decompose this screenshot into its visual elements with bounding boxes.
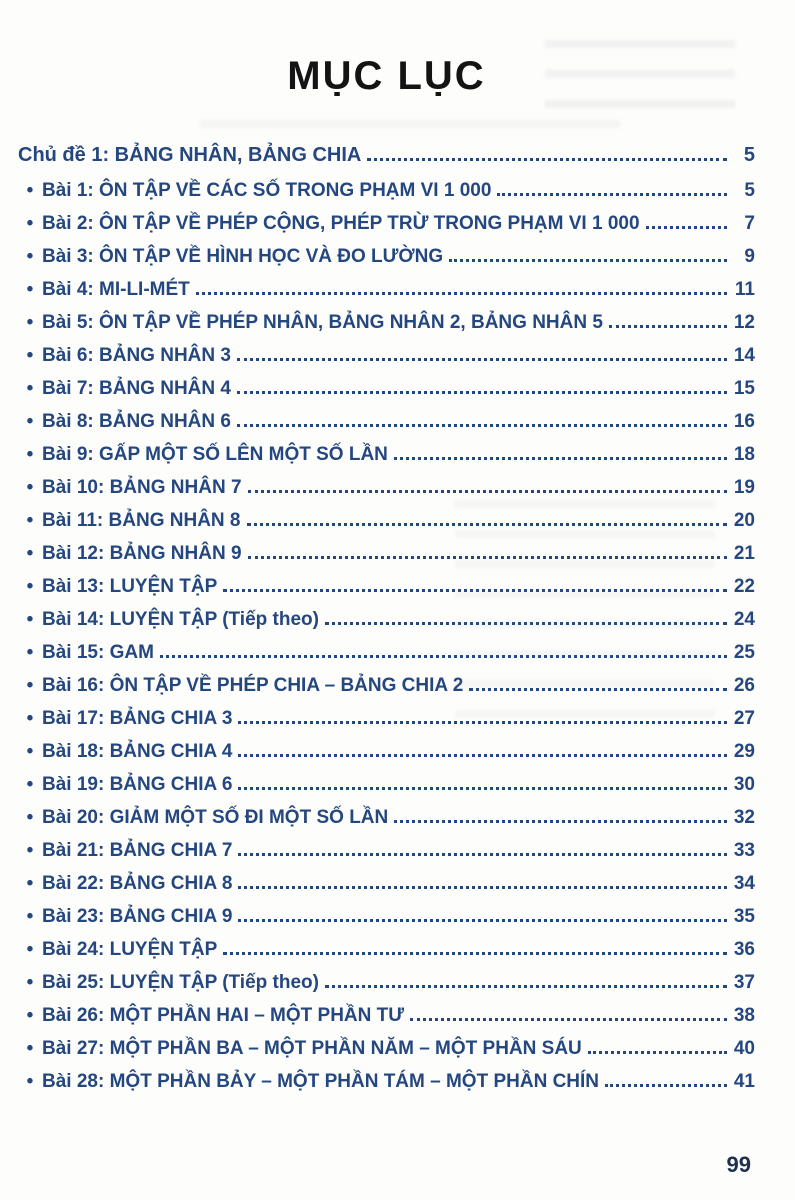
bullet-icon: • <box>26 774 34 795</box>
toc-entry <box>18 240 755 273</box>
entry-label: Bài 22: BẢNG CHIA 8 <box>42 873 233 894</box>
dot-leader <box>588 1051 727 1054</box>
toc-entry <box>18 933 755 966</box>
footer-page-number: 99 <box>726 1152 751 1177</box>
toc-entry <box>18 339 755 372</box>
entry-label: Bài 2: ÔN TẬP VỀ PHÉP CỘNG, PHÉP TRỪ TRONG PHẠM VI 1 000 <box>42 213 640 234</box>
toc-entry <box>18 603 755 636</box>
bullet-icon: • <box>26 312 34 333</box>
toc-entry <box>18 834 755 867</box>
entry-page-number: 35 <box>733 906 755 927</box>
bullet-icon: • <box>26 741 34 762</box>
dot-leader <box>237 391 727 394</box>
entry-page-number: 18 <box>733 444 755 465</box>
toc-entry <box>18 471 755 504</box>
dot-leader <box>497 193 727 196</box>
dot-leader <box>325 985 727 988</box>
toc-entry <box>18 768 755 801</box>
bullet-icon: • <box>26 345 34 366</box>
entry-page-number: 12 <box>733 312 755 333</box>
toc-entry <box>18 801 755 834</box>
toc-entry <box>18 735 755 768</box>
entry-page-number: 38 <box>733 1005 755 1026</box>
bullet-icon: • <box>26 939 34 960</box>
dot-leader <box>609 325 727 328</box>
entry-label: Bài 20: GIẢM MỘT SỐ ĐI MỘT SỐ LẦN <box>42 807 389 828</box>
entry-label: Bài 8: BẢNG NHÂN 6 <box>42 411 231 432</box>
bullet-icon: • <box>26 1038 34 1059</box>
entry-label: Bài 24: LUYỆN TẬP <box>42 939 218 960</box>
entry-page-number: 32 <box>733 807 755 828</box>
entry-label: Bài 23: BẢNG CHIA 9 <box>42 906 233 927</box>
entry-page-number: 37 <box>733 972 755 993</box>
entry-page-number: 40 <box>733 1038 755 1059</box>
bullet-icon: • <box>26 213 34 234</box>
dot-leader <box>238 886 727 889</box>
toc-entry <box>18 405 755 438</box>
toc-entry <box>18 900 755 933</box>
entry-page-number: 11 <box>734 279 755 300</box>
dot-leader <box>238 853 727 856</box>
entry-label: Bài 7: BẢNG NHÂN 4 <box>42 378 231 399</box>
toc-entry <box>18 273 755 306</box>
entry-page-number: 5 <box>744 180 755 201</box>
bullet-icon: • <box>26 279 34 300</box>
entry-label: Bài 27: MỘT PHẦN BA – MỘT PHẦN NĂM – MỘT PHẦN SÁU <box>42 1038 582 1059</box>
entry-page-number: 29 <box>733 741 755 762</box>
toc-entry <box>18 636 755 669</box>
dot-leader <box>646 226 727 229</box>
chapter-label: Chủ đề 1: BẢNG NHÂN, BẢNG CHIA <box>18 144 362 166</box>
bullet-icon: • <box>26 411 34 432</box>
entry-label: Bài 25: LUYỆN TẬP (Tiếp theo) <box>42 972 319 993</box>
toc-entry <box>18 570 755 603</box>
dot-leader <box>410 1018 727 1021</box>
entry-label: Bài 11: BẢNG NHÂN 8 <box>42 510 241 531</box>
entry-page-number: 9 <box>744 246 755 267</box>
dot-leader <box>247 523 728 526</box>
entry-page-number: 41 <box>733 1071 755 1092</box>
entry-page-number: 25 <box>733 642 755 663</box>
bullet-icon: • <box>26 1005 34 1026</box>
dot-leader <box>223 589 727 592</box>
toc-entry <box>18 1065 755 1098</box>
entry-page-number: 26 <box>733 675 755 696</box>
chapter-page-number: 5 <box>743 144 755 166</box>
entry-label: Bài 1: ÔN TẬP VỀ CÁC SỐ TRONG PHẠM VI 1 000 <box>42 180 492 201</box>
dot-leader <box>449 259 727 262</box>
bullet-icon: • <box>26 609 34 630</box>
entry-label: Bài 28: MỘT PHẦN BẢY – MỘT PHẦN TÁM – MỘT PHẦN CHÍN <box>42 1071 600 1092</box>
entry-page-number: 24 <box>733 609 755 630</box>
toc-entry <box>18 174 755 207</box>
entry-page-number: 30 <box>733 774 755 795</box>
bullet-icon: • <box>26 378 34 399</box>
entry-page-number: 34 <box>733 873 755 894</box>
toc-entry <box>18 207 755 240</box>
bullet-icon: • <box>26 477 34 498</box>
dot-leader <box>238 721 727 724</box>
bullet-icon: • <box>26 180 34 201</box>
entry-label: Bài 18: BẢNG CHIA 4 <box>42 741 233 762</box>
entry-label: Bài 16: ÔN TẬP VỀ PHÉP CHIA – BẢNG CHIA 2 <box>42 675 464 696</box>
entry-label: Bài 4: MI-LI-MÉT <box>42 279 190 300</box>
dot-leader <box>238 787 727 790</box>
dot-leader <box>238 919 727 922</box>
dot-leader <box>196 292 727 295</box>
entry-page-number: 21 <box>733 543 755 564</box>
dot-leader <box>238 754 727 757</box>
dot-leader <box>237 358 727 361</box>
entry-label: Bài 21: BẢNG CHIA 7 <box>42 840 233 861</box>
entry-page-number: 22 <box>733 576 755 597</box>
chapter-row <box>18 139 755 172</box>
toc-entry <box>18 438 755 471</box>
dot-leader <box>248 490 727 493</box>
bullet-icon: • <box>26 972 34 993</box>
entry-label: Bài 17: BẢNG CHIA 3 <box>42 708 233 729</box>
entry-label: Bài 14: LUYỆN TẬP (Tiếp theo) <box>42 609 319 630</box>
dot-leader <box>394 457 727 460</box>
entry-page-number: 36 <box>733 939 755 960</box>
toc-entry <box>18 1032 755 1065</box>
toc-entry <box>18 867 755 900</box>
entry-label: Bài 12: BẢNG NHÂN 9 <box>42 543 242 564</box>
dot-leader <box>325 622 727 625</box>
page-title: MỤC LỤC <box>287 54 486 98</box>
dot-leader <box>367 158 727 161</box>
toc-entry <box>18 372 755 405</box>
dot-leader <box>394 820 727 823</box>
toc-entry <box>18 702 755 735</box>
entry-label: Bài 5: ÔN TẬP VỀ PHÉP NHÂN, BẢNG NHÂN 2, BẢNG NHÂN 5 <box>42 312 603 333</box>
entry-label: Bài 3: ÔN TẬP VỀ HÌNH HỌC VÀ ĐO LƯỜNG <box>42 246 444 267</box>
entry-page-number: 20 <box>733 510 755 531</box>
entry-page-number: 16 <box>733 411 755 432</box>
toc-entry <box>18 306 755 339</box>
dot-leader <box>469 688 727 691</box>
toc-list <box>18 174 755 1098</box>
entry-label: Bài 13: LUYỆN TẬP <box>42 576 218 597</box>
entry-page-number: 14 <box>733 345 755 366</box>
bullet-icon: • <box>26 873 34 894</box>
bullet-icon: • <box>26 1071 34 1092</box>
entry-label: Bài 10: BẢNG NHÂN 7 <box>42 477 242 498</box>
toc-entry <box>18 537 755 570</box>
bullet-icon: • <box>26 246 34 267</box>
dot-leader <box>160 655 727 658</box>
toc-entry <box>18 999 755 1032</box>
bullet-icon: • <box>26 510 34 531</box>
toc-entry <box>18 966 755 999</box>
entry-page-number: 27 <box>733 708 755 729</box>
entry-page-number: 33 <box>733 840 755 861</box>
bullet-icon: • <box>26 543 34 564</box>
toc-entry <box>18 669 755 702</box>
entry-label: Bài 15: GAM <box>42 642 154 663</box>
dot-leader <box>605 1084 727 1087</box>
bullet-icon: • <box>26 840 34 861</box>
bullet-icon: • <box>26 642 34 663</box>
bullet-icon: • <box>26 708 34 729</box>
bullet-icon: • <box>26 576 34 597</box>
entry-label: Bài 6: BẢNG NHÂN 3 <box>42 345 231 366</box>
bullet-icon: • <box>26 807 34 828</box>
entry-label: Bài 9: GẤP MỘT SỐ LÊN MỘT SỐ LẦN <box>42 444 388 465</box>
bullet-icon: • <box>26 444 34 465</box>
entry-page-number: 7 <box>744 213 755 234</box>
entry-page-number: 19 <box>733 477 755 498</box>
entry-label: Bài 26: MỘT PHẦN HAI – MỘT PHẦN TƯ <box>42 1005 405 1026</box>
bullet-icon: • <box>26 675 34 696</box>
entry-page-number: 15 <box>733 378 755 399</box>
bullet-icon: • <box>26 906 34 927</box>
dot-leader <box>223 952 727 955</box>
entry-label: Bài 19: BẢNG CHIA 6 <box>42 774 233 795</box>
dot-leader <box>237 424 727 427</box>
table-of-contents <box>18 139 755 1098</box>
toc-entry <box>18 504 755 537</box>
dot-leader <box>248 556 727 559</box>
